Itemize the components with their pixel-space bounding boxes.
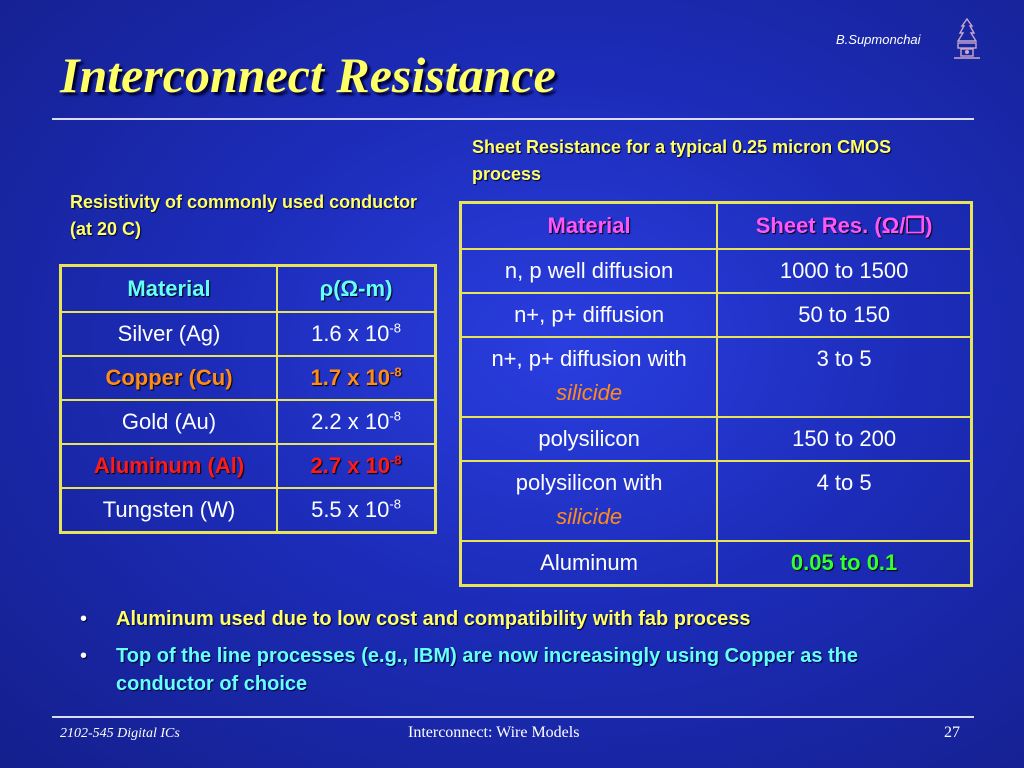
material-cell: Tungsten (W) (61, 488, 278, 533)
material-cell: Silver (Ag) (61, 312, 278, 356)
material-cell: n+, p+ diffusion (461, 293, 718, 337)
resistivity-value: 1.7 x 10 (310, 365, 390, 390)
table-header-row (461, 203, 972, 250)
sheet-res-cell: 150 to 200 (717, 417, 971, 461)
resistivity-table (59, 264, 437, 534)
footer-topic: Interconnect: Wire Models (408, 724, 580, 741)
sheet-res-cell: 0.05 to 0.1 (717, 541, 971, 586)
exponent: -8 (389, 364, 402, 380)
resistivity-cell (277, 400, 435, 444)
resistivity-value: 2.7 x 10 (310, 453, 390, 478)
material-cell: Aluminum (461, 541, 718, 586)
column-header-sheet-res: Sheet Res. (Ω/❐) (717, 203, 971, 250)
sheet-resistance-table (459, 201, 973, 587)
table-row (461, 293, 972, 337)
table-row (61, 312, 436, 356)
sheet-res-cell: 3 to 5 (717, 337, 971, 417)
university-emblem-icon (950, 16, 984, 62)
resistivity-value: 5.5 x 10 (311, 497, 390, 522)
slide-number: 27 (944, 724, 960, 741)
material-cell: Copper (Cu) (61, 356, 278, 400)
material-cell (461, 337, 718, 417)
column-header-resistivity: ρ(Ω-m) (277, 266, 435, 313)
title-divider (52, 118, 974, 120)
exponent: -8 (389, 452, 402, 468)
table-row (61, 356, 436, 400)
sheet-res-cell: 4 to 5 (717, 461, 971, 541)
resistivity-cell (277, 356, 435, 400)
bullet-list (80, 605, 960, 707)
author-name: B.Supmonchai (836, 32, 921, 47)
material-text: polysilicon with (515, 470, 663, 495)
resistivity-cell (277, 312, 435, 356)
sheet-res-cell: 1000 to 1500 (717, 249, 971, 293)
table-row (61, 400, 436, 444)
resistivity-cell (277, 488, 435, 533)
resistivity-value: 1.6 x 10 (311, 321, 390, 346)
page-title: Interconnect Resistance (60, 47, 556, 103)
exponent: -8 (389, 320, 401, 336)
material-cell: Aluminum (Al) (61, 444, 278, 488)
table-row (461, 541, 972, 586)
bullet-item (80, 642, 960, 698)
table-row (461, 249, 972, 293)
table-header-row (61, 266, 436, 313)
resistivity-cell (277, 444, 435, 488)
bullet-item (80, 605, 960, 633)
resistivity-value: 2.2 x 10 (311, 409, 390, 434)
footer-divider (52, 716, 974, 718)
resistivity-caption: Resistivity of commonly used conductor (at 20 C) (70, 192, 418, 239)
footer-course: 2102-545 Digital ICs (60, 726, 180, 741)
material-cell: n, p well diffusion (461, 249, 718, 293)
exponent: -8 (389, 408, 401, 424)
column-header-material: Material (461, 203, 718, 250)
sheet-res-cell: 50 to 150 (717, 293, 971, 337)
table-row (461, 461, 972, 541)
table-row (61, 488, 436, 533)
sheet-resistance-caption: Sheet Resistance for a typical 0.25 micron CMOS process (472, 137, 892, 184)
table-row (461, 417, 972, 461)
table-row (61, 444, 436, 488)
silicide-emphasis: silicide (556, 504, 623, 529)
table-row (461, 337, 972, 417)
material-cell: Gold (Au) (61, 400, 278, 444)
silicide-emphasis: silicide (556, 380, 623, 405)
bullet-text: Top of the line processes (e.g., IBM) are now increasingly using Copper as the conductor of choice (116, 645, 858, 695)
exponent: -8 (389, 496, 401, 512)
bullet-marker: • (80, 645, 88, 667)
bullet-marker: • (80, 608, 88, 630)
material-text: n+, p+ diffusion with (491, 346, 687, 371)
bullet-text: Aluminum used due to low cost and compatibility with fab process (116, 608, 751, 630)
material-cell: polysilicon (461, 417, 718, 461)
column-header-material: Material (61, 266, 278, 313)
material-cell (461, 461, 718, 541)
